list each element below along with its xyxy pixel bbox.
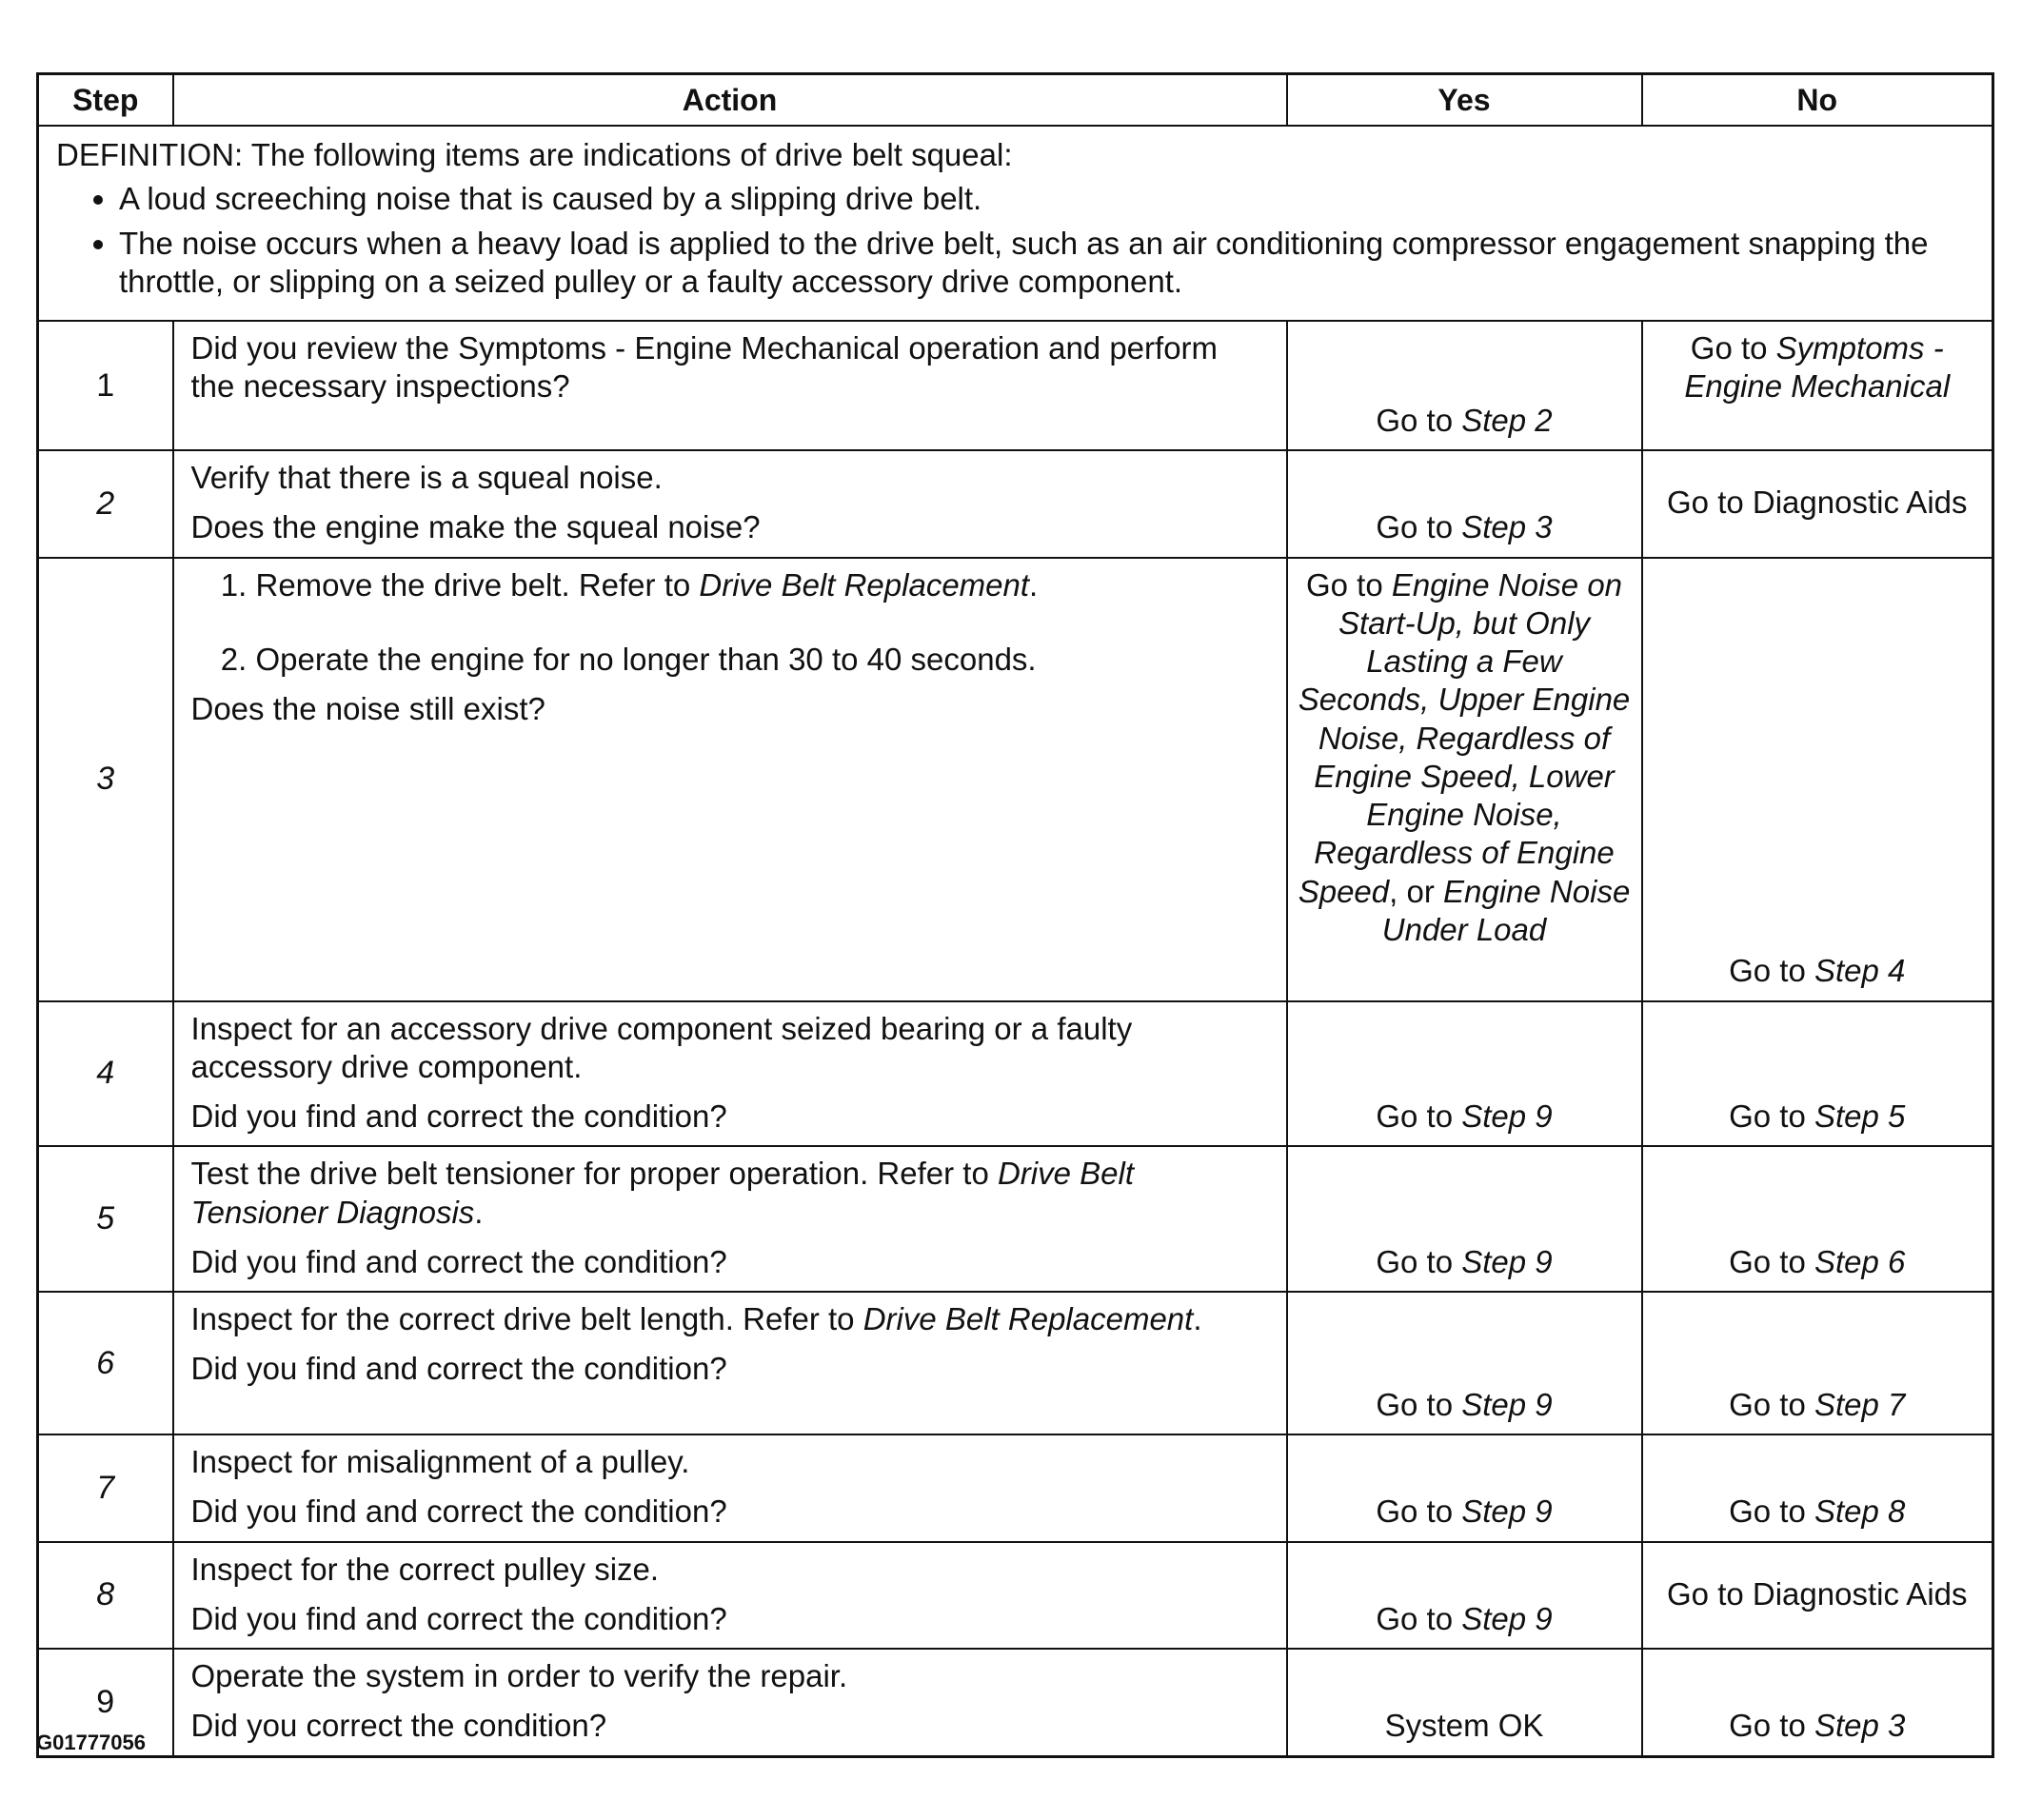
action-text bbox=[191, 1155, 1269, 1232]
header-action: Action bbox=[173, 74, 1287, 127]
yes-cell bbox=[1287, 1146, 1642, 1292]
table-row bbox=[38, 321, 1993, 450]
action-question: Did you find and correct the condition? bbox=[190, 1494, 727, 1530]
action-step-item bbox=[256, 566, 1269, 604]
no-prefix: Go to bbox=[1729, 1708, 1814, 1744]
action-question: Does the noise still exist? bbox=[190, 691, 545, 726]
action-question: Did you find and correct the condition? bbox=[190, 1098, 727, 1134]
action-text: Operate the system in order to verify the repair. bbox=[190, 1658, 848, 1693]
action-text: Inspect for misalignment of a pulley. bbox=[190, 1444, 690, 1479]
step-number: 6 bbox=[38, 1292, 173, 1434]
action-question: Did you correct the condition? bbox=[190, 1708, 607, 1744]
yes-cell bbox=[1287, 1542, 1642, 1650]
action-text: Did you review the Symptoms - Engine Mechanical operation and perform the necessary inspections? bbox=[190, 330, 1219, 405]
action-question: Did you find and correct the condition? bbox=[190, 1243, 727, 1279]
engine-noise-under-load-link[interactable]: Engine Noise Under Load bbox=[1381, 873, 1631, 947]
no-cell bbox=[1642, 1649, 1993, 1756]
action-cell bbox=[173, 1434, 1287, 1542]
definition-intro: DEFINITION: The following items are indications of drive belt squeal: bbox=[56, 137, 1013, 172]
action-text: Verify that there is a squeal noise. bbox=[190, 460, 663, 495]
yes-prefix: Go to bbox=[1376, 509, 1462, 545]
no-diagnostic-aids-link[interactable]: Go to Diagnostic Aids bbox=[1667, 1575, 1968, 1612]
yes-cell bbox=[1287, 321, 1642, 450]
yes-prefix: Go to bbox=[1376, 402, 1462, 438]
action-step-end: . bbox=[1029, 566, 1039, 603]
yes-step-link[interactable]: Step 9 bbox=[1461, 1098, 1553, 1134]
step-number: 3 bbox=[38, 558, 173, 1001]
yes-prefix: Go to bbox=[1376, 1600, 1462, 1636]
step-number: 8 bbox=[38, 1542, 173, 1650]
diagnostic-table bbox=[36, 72, 1994, 1758]
no-prefix: Go to bbox=[1690, 330, 1776, 366]
step-number: 9 bbox=[38, 1649, 173, 1756]
action-cell bbox=[173, 1146, 1287, 1292]
step-number: 7 bbox=[38, 1434, 173, 1542]
yes-step-link[interactable]: Step 3 bbox=[1461, 509, 1553, 545]
table-row bbox=[38, 1001, 1993, 1147]
action-step-text: Remove the drive belt. Refer to bbox=[255, 566, 700, 603]
no-step-link[interactable]: Step 3 bbox=[1814, 1708, 1906, 1744]
yes-or: , or bbox=[1389, 873, 1443, 909]
yes-step-link[interactable]: Step 9 bbox=[1461, 1243, 1553, 1279]
definition-cell bbox=[38, 126, 1993, 321]
action-text-end: . bbox=[474, 1194, 484, 1230]
action-text-end: . bbox=[1193, 1301, 1202, 1336]
no-cell bbox=[1642, 321, 1993, 450]
no-diagnostic-aids-link[interactable]: Go to Diagnostic Aids bbox=[1667, 485, 1968, 521]
yes-prefix: Go to bbox=[1376, 1494, 1462, 1530]
tensioner-diagnosis-link[interactable]: Drive Belt Tensioner Diagnosis bbox=[190, 1156, 1135, 1230]
engine-noise-links[interactable]: Engine Noise on Start-Up, but Only Lasting a Few Seconds, Upper Engine Noise, Regardless of Engine Speed, Lower Engine Noise, Regardless of Engine Speed bbox=[1298, 566, 1631, 909]
table-row bbox=[38, 1292, 1993, 1434]
no-cell bbox=[1642, 1292, 1993, 1434]
no-step-link[interactable]: Step 6 bbox=[1814, 1243, 1906, 1279]
no-cell bbox=[1642, 1001, 1993, 1147]
action-text: Inspect for an accessory drive component seized bearing or a faulty accessory drive component. bbox=[190, 1010, 1133, 1084]
yes-prefix: Go to bbox=[1376, 1098, 1462, 1134]
yes-cell bbox=[1287, 450, 1642, 558]
action-text-part: Test the drive belt tensioner for proper operation. Refer to bbox=[190, 1156, 998, 1192]
no-prefix: Go to bbox=[1729, 1494, 1814, 1530]
no-cell bbox=[1642, 450, 1993, 558]
yes-step-link[interactable]: Step 9 bbox=[1461, 1494, 1553, 1530]
definition-list bbox=[56, 180, 1974, 301]
definition-bullet: • The noise occurs when a heavy load is applied to the drive belt, such as an air conditioning compressor engagement snapping the throttle, or slipping on a seized pulley or a faulty accessory drive component. bbox=[119, 225, 1974, 302]
action-question: Does the engine make the squeal noise? bbox=[190, 509, 761, 545]
action-cell bbox=[173, 321, 1287, 450]
header-yes: Yes bbox=[1287, 74, 1642, 127]
action-step-item: 2. Operate the engine for no longer than 30 to 40 seconds. bbox=[256, 641, 1269, 679]
no-prefix: Go to bbox=[1729, 1098, 1814, 1134]
action-cell bbox=[173, 1649, 1287, 1756]
yes-cell bbox=[1287, 1649, 1642, 1756]
action-text bbox=[191, 1300, 1269, 1338]
step-number: 2 bbox=[38, 450, 173, 558]
action-cell bbox=[173, 1001, 1287, 1147]
no-cell bbox=[1642, 1146, 1993, 1292]
action-text-part: Inspect for the correct drive belt length. Refer to bbox=[190, 1301, 863, 1336]
definition-bullet: • A loud screeching noise that is caused by a slipping drive belt. bbox=[119, 180, 1974, 218]
yes-step-link[interactable]: Step 2 bbox=[1461, 402, 1553, 438]
yes-step-link[interactable]: Step 9 bbox=[1461, 1600, 1553, 1636]
yes-cell bbox=[1287, 1434, 1642, 1542]
table-row bbox=[38, 558, 1993, 1001]
system-ok-text: System OK bbox=[1384, 1708, 1544, 1744]
table-row bbox=[38, 1649, 1993, 1756]
table-row bbox=[38, 450, 1993, 558]
no-symptoms-link[interactable]: Symptoms - Engine Mechanical bbox=[1684, 330, 1951, 405]
action-text: Inspect for the correct pulley size. bbox=[190, 1551, 660, 1587]
no-step-link[interactable]: Step 5 bbox=[1814, 1098, 1906, 1134]
action-cell bbox=[173, 1292, 1287, 1434]
figure-id: G01777056 bbox=[36, 1731, 146, 1754]
drive-belt-replacement-link[interactable]: Drive Belt Replacement bbox=[862, 1301, 1194, 1336]
yes-prefix: Go to bbox=[1305, 566, 1392, 603]
no-step-link[interactable]: Step 4 bbox=[1814, 953, 1906, 989]
table-row bbox=[38, 1434, 1993, 1542]
yes-cell bbox=[1287, 1292, 1642, 1434]
no-cell bbox=[1642, 558, 1993, 1001]
no-prefix: Go to bbox=[1729, 953, 1814, 989]
yes-step-link[interactable]: Step 9 bbox=[1461, 1386, 1553, 1422]
no-step-link[interactable]: Step 8 bbox=[1814, 1494, 1906, 1530]
step-number: 5 bbox=[38, 1146, 173, 1292]
yes-cell bbox=[1287, 1001, 1642, 1147]
action-cell bbox=[173, 1542, 1287, 1650]
drive-belt-replacement-link[interactable]: Drive Belt Replacement bbox=[699, 566, 1030, 603]
action-question: Did you find and correct the condition? bbox=[190, 1600, 727, 1636]
header-step: Step bbox=[38, 74, 173, 127]
table-row bbox=[38, 1146, 1993, 1292]
definition-row bbox=[38, 126, 1993, 321]
table-row bbox=[38, 1542, 1993, 1650]
action-steps bbox=[191, 566, 1269, 680]
no-prefix: Go to bbox=[1729, 1386, 1814, 1422]
no-prefix: Go to bbox=[1729, 1243, 1814, 1279]
no-cell bbox=[1642, 1434, 1993, 1542]
action-cell bbox=[173, 450, 1287, 558]
action-cell bbox=[173, 558, 1287, 1001]
header-no: No bbox=[1642, 74, 1993, 127]
no-step-link[interactable]: Step 7 bbox=[1814, 1386, 1906, 1422]
header-row bbox=[38, 74, 1993, 127]
step-number: 4 bbox=[38, 1001, 173, 1147]
yes-prefix: Go to bbox=[1376, 1386, 1462, 1422]
yes-prefix: Go to bbox=[1376, 1243, 1462, 1279]
action-question: Did you find and correct the condition? bbox=[190, 1351, 727, 1387]
no-cell bbox=[1642, 1542, 1993, 1650]
yes-cell bbox=[1287, 558, 1642, 1001]
step-number: 1 bbox=[38, 321, 173, 450]
